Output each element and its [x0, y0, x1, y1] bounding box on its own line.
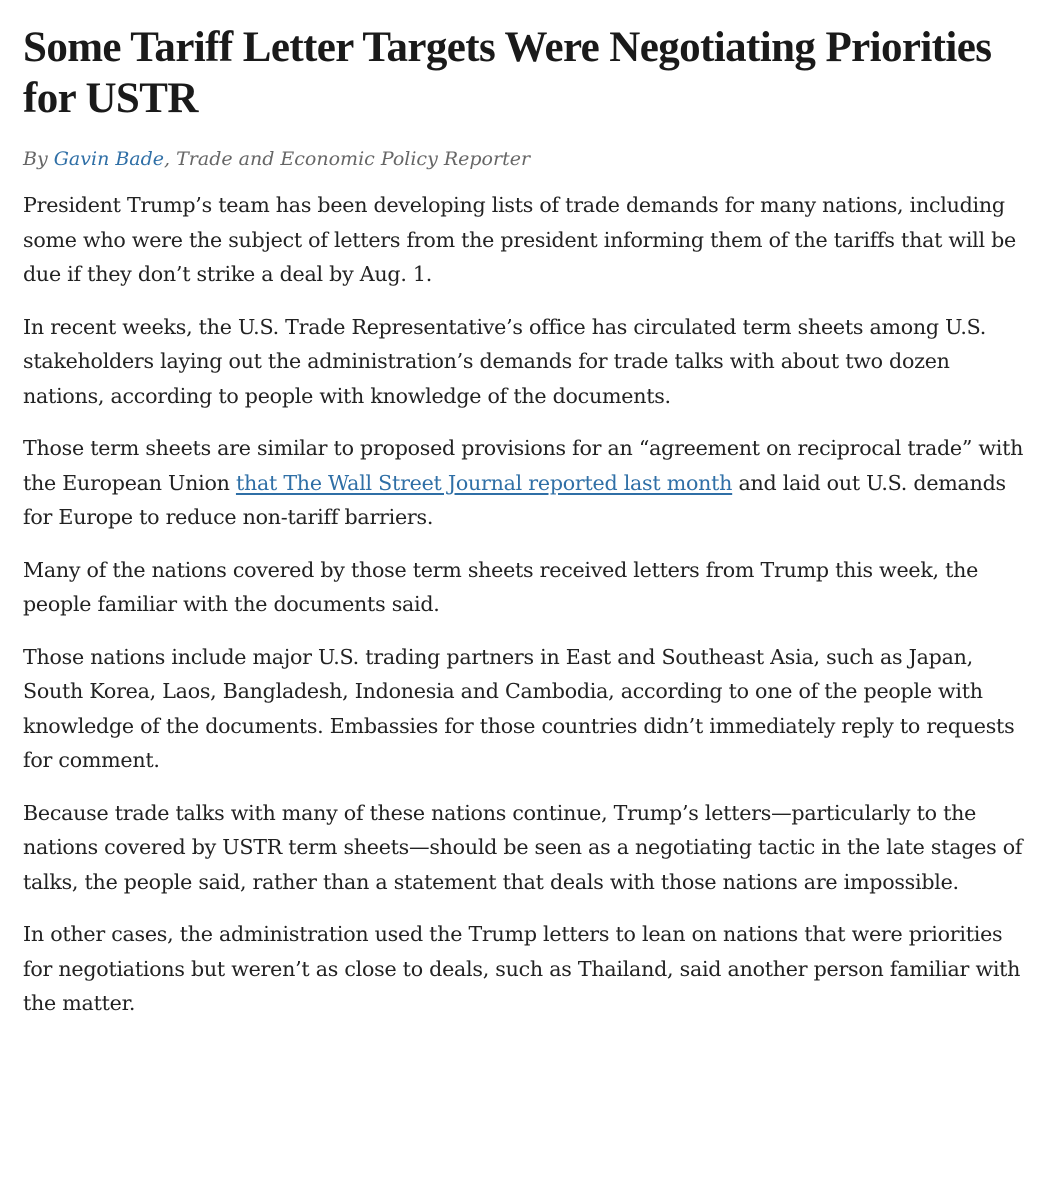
- article: [23, 22, 1037, 1021]
- byline-prefix: By: [23, 148, 48, 170]
- byline: [23, 146, 1037, 172]
- article-paragraph-6: Because trade talks with many of these nations continue, Trump’s letters—particularly to the nations covered by USTR term sheets—should be seen as a negotiating tactic in the late stages of talks, the people said, rather than a statement that deals with those nations are impossible.: [23, 800, 1023, 894]
- paragraph-text-after-link: and laid out U.S. demands for Europe to reduce non-tariff barriers.: [23, 470, 1006, 529]
- article-paragraph-4: Many of the nations covered by those term sheets received letters from Trump this week, the people familiar with the documents said.: [23, 557, 979, 616]
- wsj-report-link[interactable]: that The Wall Street Journal reported last month: [235, 470, 733, 495]
- article-paragraph-1: President Trump’s team has been developing lists of trade demands for many nations, including some who were the subject of letters from the president informing them of the tariffs that will be due if they don’t strike a deal by Aug. 1.: [23, 193, 1016, 286]
- author-link[interactable]: Gavin Bade: [53, 148, 165, 170]
- author-role: , Trade and Economic Policy Reporter: [164, 148, 531, 170]
- article-paragraph-5: Those nations include major U.S. trading partners in East and Southeast Asia, such as Japan, South Korea, Laos, Bangladesh, Indonesia and Cambodia, according to one of the people with knowledge of the documents. Embassies for those countries didn’t immediately reply to requests for comment.: [23, 644, 1015, 772]
- paragraph-text-before-link: Those term sheets are similar to proposed provisions for an “agreement on reciprocal trade” with the European Union: [23, 436, 1024, 495]
- article-headline: Some Tariff Letter Targets Were Negotiating Priorities for USTR: [23, 24, 992, 122]
- article-paragraph-2: In recent weeks, the U.S. Trade Representative’s office has circulated term sheets among U.S. stakeholders laying out the administration’s demands for trade talks with about two dozen nations, according to people with knowledge of the documents.: [23, 314, 987, 408]
- article-paragraph-3: [23, 431, 1037, 535]
- article-paragraph-7: In other cases, the administration used the Trump letters to lean on nations that were priorities for negotiations but weren’t as close to deals, such as Thailand, said another person familiar with the matter.: [23, 922, 1021, 1015]
